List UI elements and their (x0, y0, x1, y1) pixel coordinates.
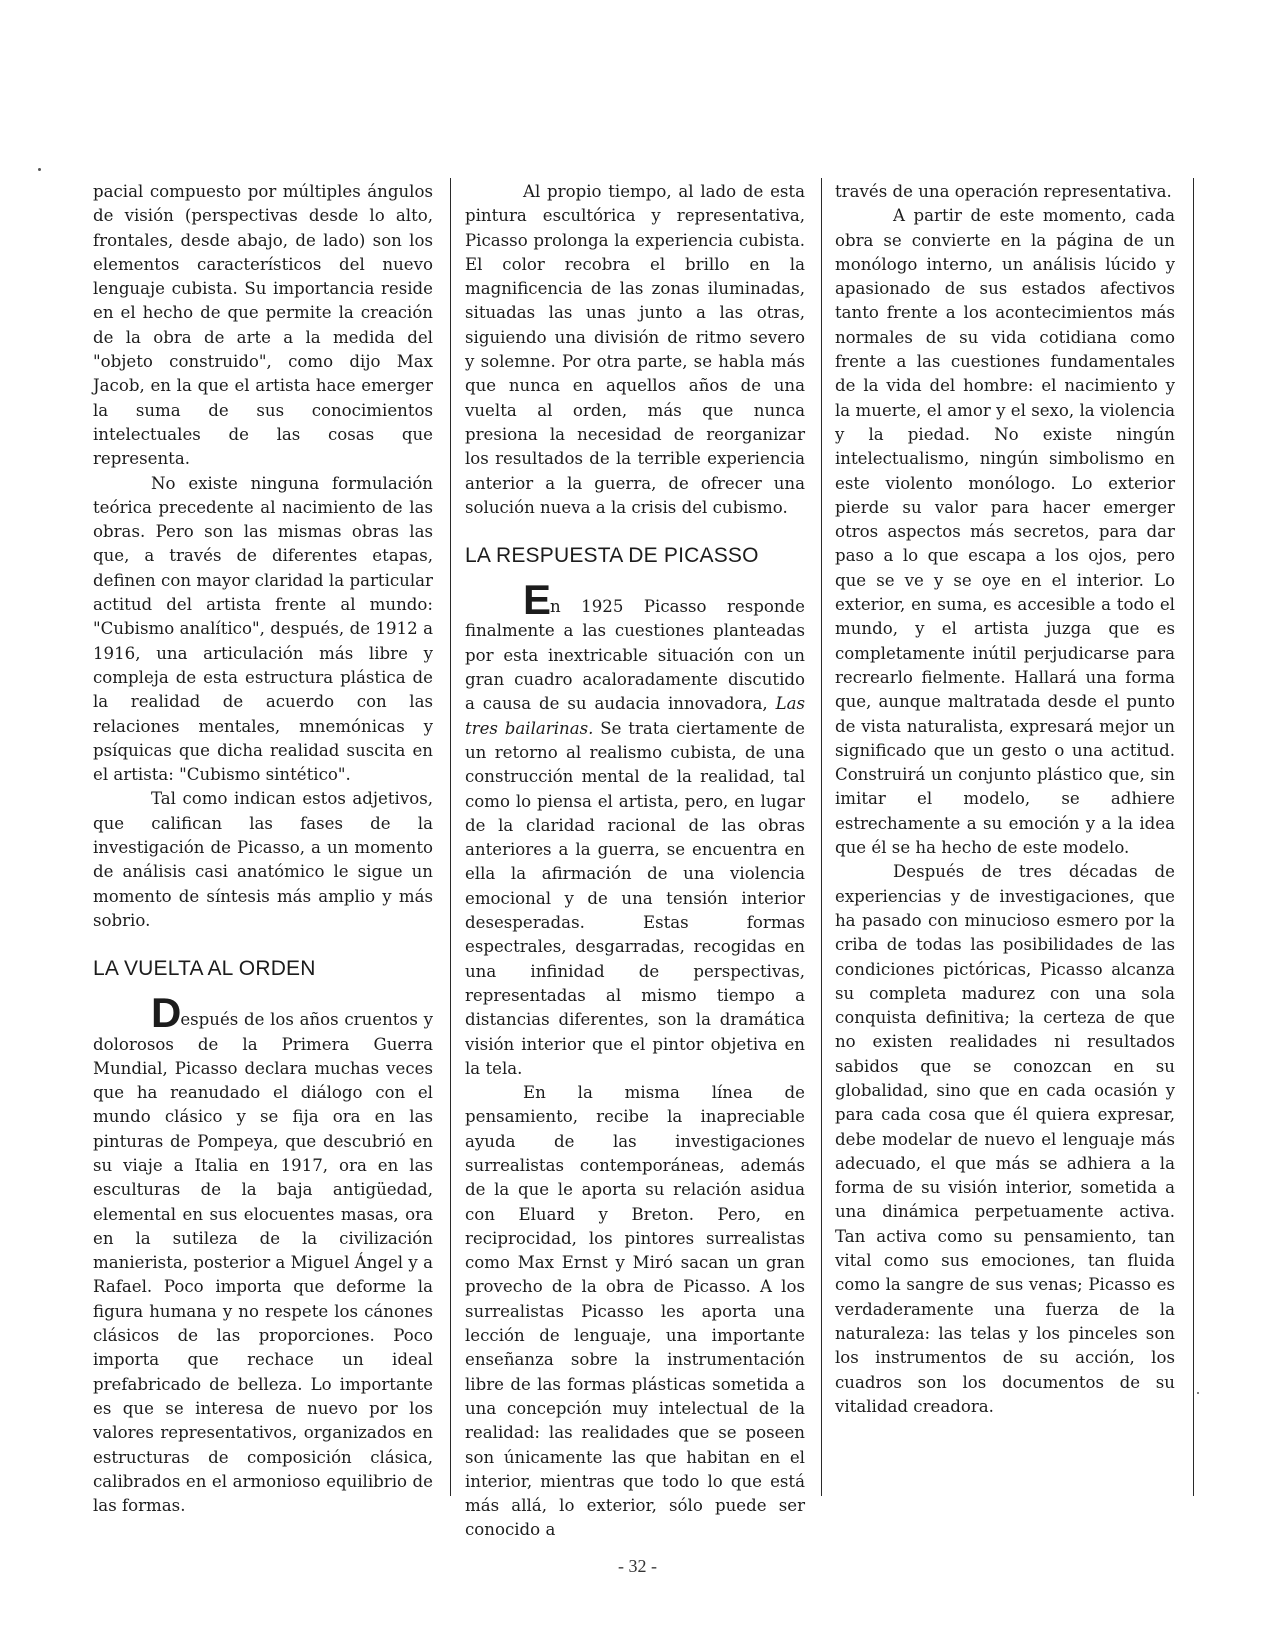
paragraph: pacial compuesto por múltiples ángulos de visión (perspectivas desde lo alto, frontales, desde abajo, de lado) son los elementos característicos del nuevo lenguaje cubista. Su importancia reside en el hecho de que permite la creación de la obra de arte a la medida del "objeto construido", como dijo Max Jacob, en la que el artista hace emerger la suma de sus conocimientos intelectuales de las cosas que representa. (93, 182, 433, 469)
drop-cap: D (151, 989, 181, 1037)
artwork-title: Las tres bailarinas. (465, 694, 805, 738)
text-column-3 (835, 180, 1175, 1419)
section-heading-respuesta-de-picasso: LA RESPUESTA DE PICASSO (465, 544, 759, 568)
paragraph: través de una operación representativa. (835, 182, 1172, 201)
scan-speck (1197, 1392, 1199, 1394)
section-heading-vuelta-al-orden: LA VUELTA AL ORDEN (93, 957, 316, 981)
paragraph: En la misma línea de pensamiento, recibe la inapreciable ayuda de las investigaciones surrealistas contemporáneas, además de la que le aporta su relación asidua con Eluard y Breton. Pero, en reciprocidad, los pintores surrealistas como Max Ernst y Miró sacan un gran provecho de la obra de Picasso. A los surrealistas Picasso les aporta una lección de lenguaje, una importante enseñanza sobre la instrumentación libre de las formas plásticas sometida a una concepción muy intelectual de la realidad: las realidades que se poseen son únicamente las que habitan en el interior, mientras que todo lo que está más allá, lo exterior, sólo puede ser conocido a (465, 1083, 805, 1540)
paragraph: A partir de este momento, cada obra se convierte en la página de un monólogo interno, un análisis lúcido y apasionado de sus estados afectivos tanto frente a los acontecimientos más normales de su vida cotidiana como frente a las cuestiones fundamentales de la vida del hombre: el nacimiento y la muerte, el amor y el sexo, la violencia y la piedad. No existe ningún intelectualismo, ningún simbolismo en este violento monólogo. Lo exterior pierde su valor para hacer emerger otros aspectos más secretos, para dar paso a lo que escapa a los ojos, pero que se ve y se oye en el interior. Lo exterior, en suma, es accesible a todo el mundo, y el artista juzga que es completamente inútil perjudicarse para recrearlo fielmente. Hallará una forma que, aunque maltratada desde el punto de vista naturalista, expresará mejor un significado que un gesto o una actitud. Construirá un conjunto plástico que, sin imitar el modelo, se adhiere estrechamente a su emoción y a la idea que él se ha hecho de este modelo. (835, 206, 1175, 858)
paragraph: Después de tres décadas de experiencias y de investigaciones, que ha pasado con minucioso esmero por la criba de todas las posibilidades de las condiciones pictóricas, Picasso alcanza su completa madurez con una sola conquista definitiva; la certeza de que no existen realidades ni resultados sabidos que se conozcan en su globalidad, sino que en cada ocasión y para cada cosa que él quiera expresar, debe modelar de nuevo el lenguaje más adecuado, el que más se adhiera a la forma de su visión interior, sometida a una dinámica perpetuamente activa. Tan activa como su pensamiento, tan vital como sus emociones, tan fluida como la sangre de sus venas; Picasso es verdaderamente una fuerza de la naturaleza: las telas y los pinceles son los instrumentos de su acción, los cuadros son los documentos de su vitalidad creadora. (835, 862, 1175, 1416)
drop-cap: E (523, 576, 551, 624)
text-column-1 (93, 180, 433, 1518)
paragraph-with-dropcap (465, 576, 805, 1081)
text-column-2 (465, 180, 805, 1543)
paragraph-text: espués de los años cruentos y dolorosos de la Primera Guerra Mundial, Picasso declara muchas veces que ha reanudado el diálogo con el mundo clásico y se fija ora en las pinturas de Pompeya, que descubrió en su viaje a Italia en 1917, ora en las esculturas de la baja antigüedad, elemental en sus elocuentes masas, ora en la sutileza de la civilización manierista, posterior a Miguel Ángel y a Rafael. Poco importa que deforme la figura humana y no respete los cánones clásicos de las proporciones. Poco importa que rechace un ideal prefabricado de belleza. Lo importante es que se interesa de nuevo por los valores representativos, organizados en estructuras de composición clásica, calibrados en el armonioso equilibrio de las formas. (93, 1010, 433, 1516)
paragraph-with-dropcap (93, 989, 433, 1518)
paragraph-text: Se trata ciertamente de un retorno al realismo cubista, de una construcción mental de la realidad, tal como lo piensa el artista, pero, en lugar de la claridad racional de las obras anteriores a la guerra, se encuentra en ella la afirmación de una violencia emocional y de una tensión interior desesperadas. Estas formas espectrales, desgarradas, recogidas en una infinidad de perspectivas, representadas al mismo tiempo a distancias diferentes, son la dramática visión interior que el pintor objetiva en la tela. (465, 718, 805, 1078)
column-divider-middle (821, 178, 822, 1496)
page-number: - 32 - (618, 1556, 657, 1576)
paragraph-text: n 1925 Picasso responde finalmente a las cuestiones planteadas por esta inextricable situación con un gran cuadro acaloradamente discutido a causa de su audacia innovadora, (465, 597, 805, 714)
paragraph: Al propio tiempo, al lado de esta pintura escultórica y representativa, Picasso prolonga la experiencia cubista. El color recobra el brillo en la magnificencia de las zonas iluminadas, situadas las unas junto a las otras, siguiendo una división de ritmo severo y solemne. Por otra parte, se habla más que nunca en aquellos años de una vuelta al orden, más que nunca presiona la necesidad de reorganizar los resultados de la terrible experiencia anterior a la guerra, de ofrecer una solución nueva a la crisis del cubismo. (465, 182, 805, 517)
paragraph: Tal como indican estos adjetivos, que califican las fases de la investigación de Picasso, a un momento de análisis casi anatómico le sigue un momento de síntesis más amplio y más sobrio. (93, 789, 433, 930)
column-divider-right (1193, 178, 1194, 1496)
column-divider-left (450, 178, 451, 1496)
scan-speck (38, 168, 41, 171)
paragraph: No existe ninguna formulación teórica precedente al nacimiento de las obras. Pero son las mismas obras las que, a través de diferentes etapas, definen con mayor claridad la particular actitud del artista frente al mundo: "Cubismo analítico", después, de 1912 a 1916, una articulación más libre y compleja de esta estructura plástica de la realidad de acuerdo con las relaciones mentales, mnemónicas y psíquicas que dicha realidad suscita en el artista: "Cubismo sintético". (93, 473, 433, 785)
